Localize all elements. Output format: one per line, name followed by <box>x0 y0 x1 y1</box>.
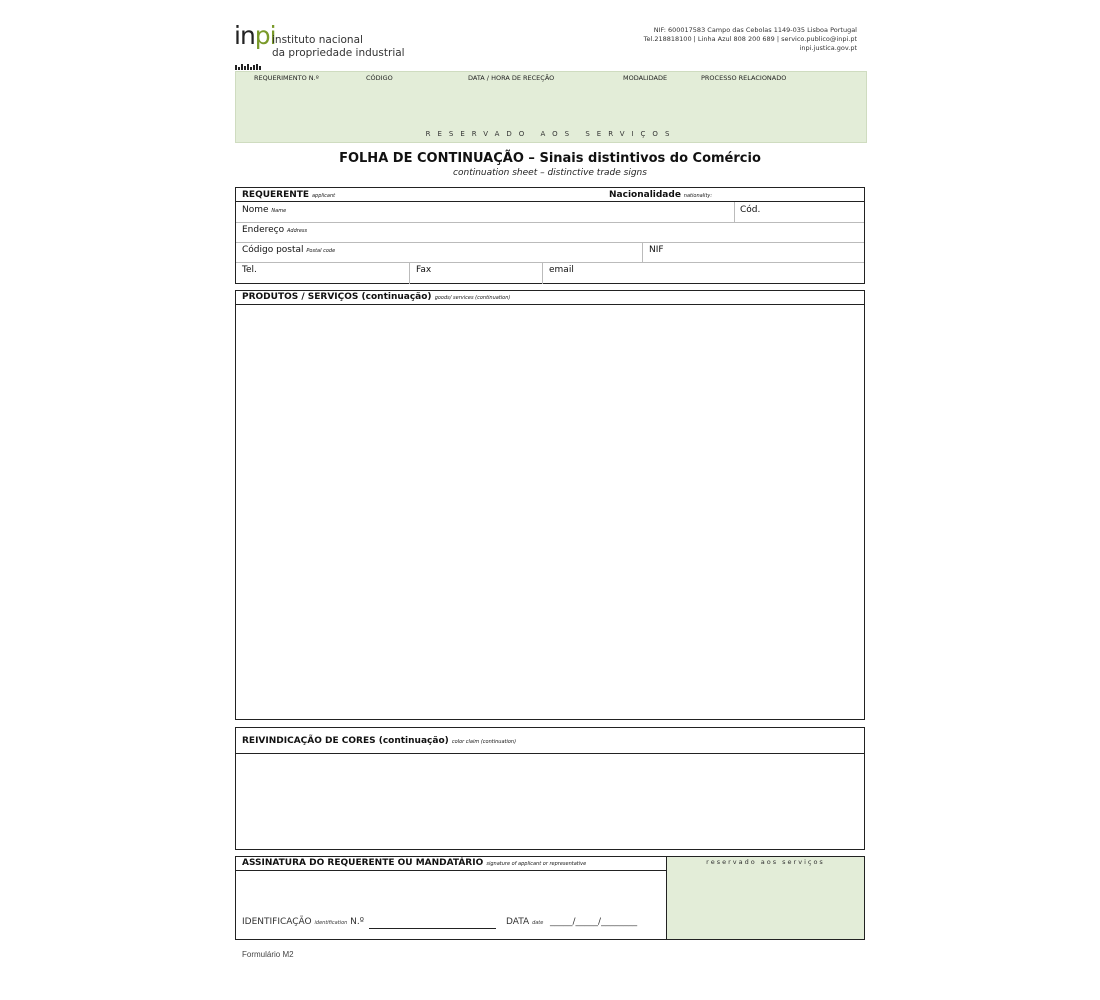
logo-in-text: in <box>234 21 255 50</box>
identificacao-label: IDENTIFICAÇÃO identification N.º <box>242 917 365 927</box>
cores-section <box>235 727 865 850</box>
tel-input[interactable] <box>266 263 406 283</box>
col-modalidade: MODALIDADE <box>623 74 668 82</box>
nif-input[interactable] <box>668 243 862 262</box>
divider <box>236 753 864 754</box>
logo-line-1: instituto nacional <box>272 34 363 46</box>
nationality-label: Nacionalidade nationality: <box>609 190 713 200</box>
divider <box>409 263 410 284</box>
contact-info <box>644 26 857 53</box>
produtos-heading: PRODUTOS / SERVIÇOS (continuação) goods/ services (continuation) <box>242 292 511 302</box>
assinatura-section <box>235 856 667 940</box>
assinatura-heading: ASSINATURA DO REQUERENTE OU MANDATÁRIO signature of applicant or representative <box>242 858 587 868</box>
nome-input[interactable] <box>306 202 731 222</box>
col-data-hora: DATA / HORA DE RECEÇÃO <box>468 74 555 82</box>
produtos-textarea[interactable] <box>238 306 862 718</box>
codigo-postal-input[interactable] <box>346 243 638 262</box>
cod-label: Cód. <box>740 205 761 215</box>
cores-heading: REIVINDICAÇÃO DE CORES (continuação) color claim (continuation) <box>242 736 517 746</box>
email-label: email <box>549 265 574 275</box>
fax-input[interactable] <box>436 263 539 283</box>
divider <box>642 243 643 262</box>
produtos-servicos-section <box>235 290 865 720</box>
col-requerimento: REQUERIMENTO N.º <box>254 74 319 82</box>
nif-label: NIF <box>649 245 664 255</box>
assinatura-reserved-box <box>666 856 865 940</box>
data-label: DATA date <box>506 917 544 927</box>
form-subtitle: continuation sheet – distinctive trade signs <box>453 168 647 178</box>
reserved-services-box <box>235 71 867 143</box>
endereco-input[interactable] <box>316 223 861 242</box>
reserved-services-label: reservado aos serviços <box>706 858 825 866</box>
codigo-postal-label: Código postal Postal code <box>242 245 336 255</box>
date-input[interactable]: _____/_____/________ <box>550 917 638 927</box>
identificacao-number-input[interactable] <box>369 917 496 929</box>
requerente-section <box>235 187 865 284</box>
logo-mark <box>234 21 276 50</box>
requerente-heading: REQUERENTE applicant <box>242 190 336 200</box>
logo-line-2: da propriedade industrial <box>272 47 405 59</box>
logo-text <box>272 34 405 60</box>
endereco-label: Endereço Address <box>242 225 308 235</box>
divider <box>236 304 864 305</box>
form-code: Formulário M2 <box>242 950 294 959</box>
divider <box>236 870 666 871</box>
nome-label: Nome Name <box>242 205 287 215</box>
contact-line-1: NIF: 600017583 Campo das Cebolas 1149-035 Lisboa Portugal <box>653 26 857 34</box>
divider <box>542 263 543 284</box>
logo-pi-text: pi <box>254 21 276 50</box>
col-codigo: CÓDIGO <box>366 74 393 82</box>
logo-barcode-graphic <box>235 52 265 58</box>
contact-line-2: Tel.218818100 | Linha Azul 808 200 689 | servico.publico@inpi.pt <box>643 35 857 43</box>
cod-input[interactable] <box>766 202 862 222</box>
reserved-label: RESERVADO AOS SERVIÇOS <box>425 130 677 138</box>
col-processo: PROCESSO RELACIONADO <box>701 74 787 82</box>
cores-textarea[interactable] <box>238 755 862 847</box>
divider <box>734 202 735 222</box>
fax-label: Fax <box>416 265 432 275</box>
email-input[interactable] <box>581 263 861 283</box>
signature-area[interactable] <box>238 872 664 912</box>
tel-label: Tel. <box>242 265 257 275</box>
form-title: FOLHA DE CONTINUAÇÃO – Sinais distintivos do Comércio <box>339 151 761 166</box>
contact-line-3: inpi.justica.gov.pt <box>799 44 857 52</box>
